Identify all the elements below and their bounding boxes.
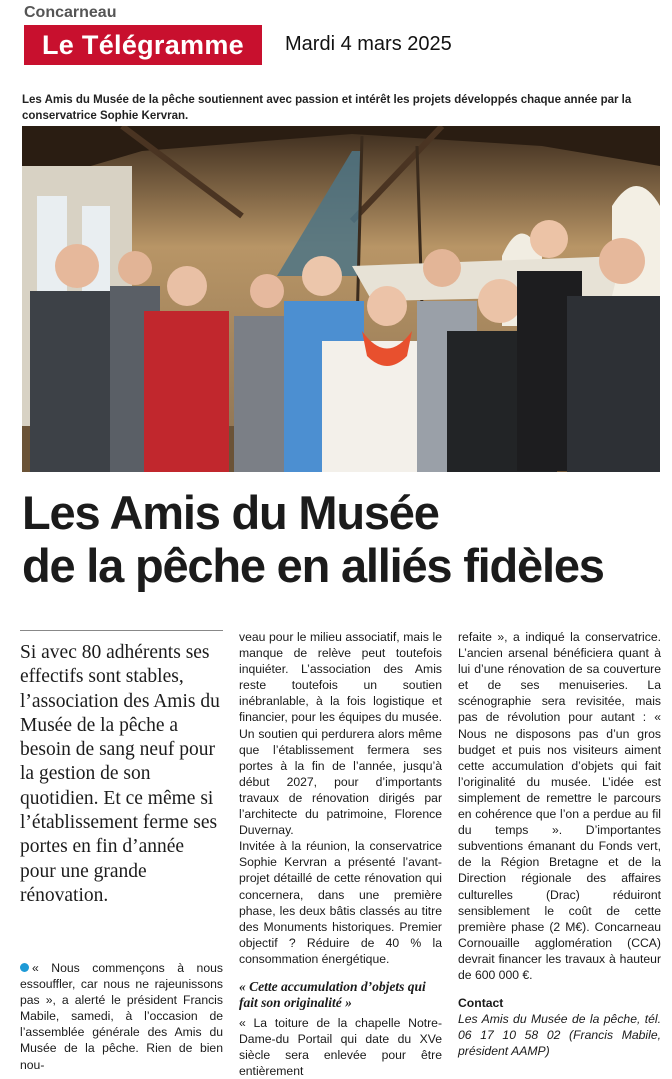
body-paragraph: refaite », a indiqué la conservatrice. L’ancien arsenal bénéficiera quant à lui d’une rénovation de sa couverture et de ses menuiseries. La scénographie sera revisitée, mais pas de révolution pour autant : « Nous ne disposons pas d’un gros budget et puis nos visiteurs aiment cette accumulation d’objets qui fait l’originalité du musée. L’idée est simplement de remettre le parcours en cohérence que l’on a perdue au fil du temps ». D’importantes subventions émanant du Fonds vert, de la Région Bretagne et de la Direction régionale des affaires culturelles (Drac) réduiront sensiblement le coût de cette première phase (2 M€). Concarneau Cornouaille agglomération (CCA) devrait financer les travaux à hauteur de 600 000 €. [458, 630, 661, 982]
body-paragraph: « La toiture de la chapelle Notre-Dame-du Portail qui date du XVe siècle sera enlevée pour être entièrement [239, 1015, 442, 1079]
photo-caption: Les Amis du Musée de la pêche soutiennent avec passion et intérêt les projets développés chaque année par la conservatrice Sophie Kervran. [22, 94, 632, 122]
article-column-3 [458, 629, 661, 1059]
headline-line-2: de la pêche en alliés fidèles [22, 539, 604, 592]
article-lead [20, 630, 223, 908]
article-column-2 [239, 629, 442, 1079]
body-paragraph: Invitée à la réunion, la conservatrice Sophie Kervran a présenté l’avant-projet détaillé de cette rénovation qui concernera, dans une première phase, les deux bâtis classés au titre des Monuments historiques. Premier objectif ? Réduire de 40 % la consommation énergétique. [239, 839, 442, 966]
body-paragraph: « Nous commençons à nous essouffler, car nous ne rajeunissons pas », a alerté le président Francis Mabile, samedi, à l’occasion de l’assemblée générale des Amis du Musée de la pêche. Rien de bien nou- [20, 961, 223, 1072]
newspaper-logo: Le Télégramme [24, 25, 262, 65]
paragraph-bullet-icon [20, 963, 29, 972]
lead-paragraph: Si avec 80 adhérents ses effectifs sont stables, l’association des Amis du Musée de la pêche a besoin de sang neuf pour la gestion de son quotidien. Et ce même si l’établissement ferme ses portes en fin d’année pour une grande rénovation. [20, 642, 220, 906]
article-column-1 [20, 960, 223, 1073]
body-paragraph: veau pour le milieu associatif, mais le manque de relève peut toutefois inquiéter. L’association des Amis reste toutefois un soutien inébranlable, à la fois logistique et financier, pour les équipes du musée. Un soutien qui perdurera alors même que l’établissement fermera ses portes à la fin de l’année, jusqu’à début 2027, pour d’importants travaux de rénovation dirigés par l’architecte du patrimoine, Florence Duvernay. [239, 630, 442, 838]
group-photo [22, 126, 660, 472]
article-headline [22, 486, 662, 592]
contact-heading: Contact [458, 996, 504, 1011]
section-label: Concarneau [24, 4, 117, 21]
contact-details: Les Amis du Musée de la pêche, tél. 06 17 10 58 02 (Francis Mabile, président AAMP) [458, 1012, 661, 1059]
headline-line-1: Les Amis du Musée [22, 486, 439, 539]
publication-date: Mardi 4 mars 2025 [285, 33, 452, 55]
group-photo-illustration [22, 126, 660, 472]
article-subheading: « Cette accumulation d’objets qui fait son originalité » [239, 978, 426, 1010]
